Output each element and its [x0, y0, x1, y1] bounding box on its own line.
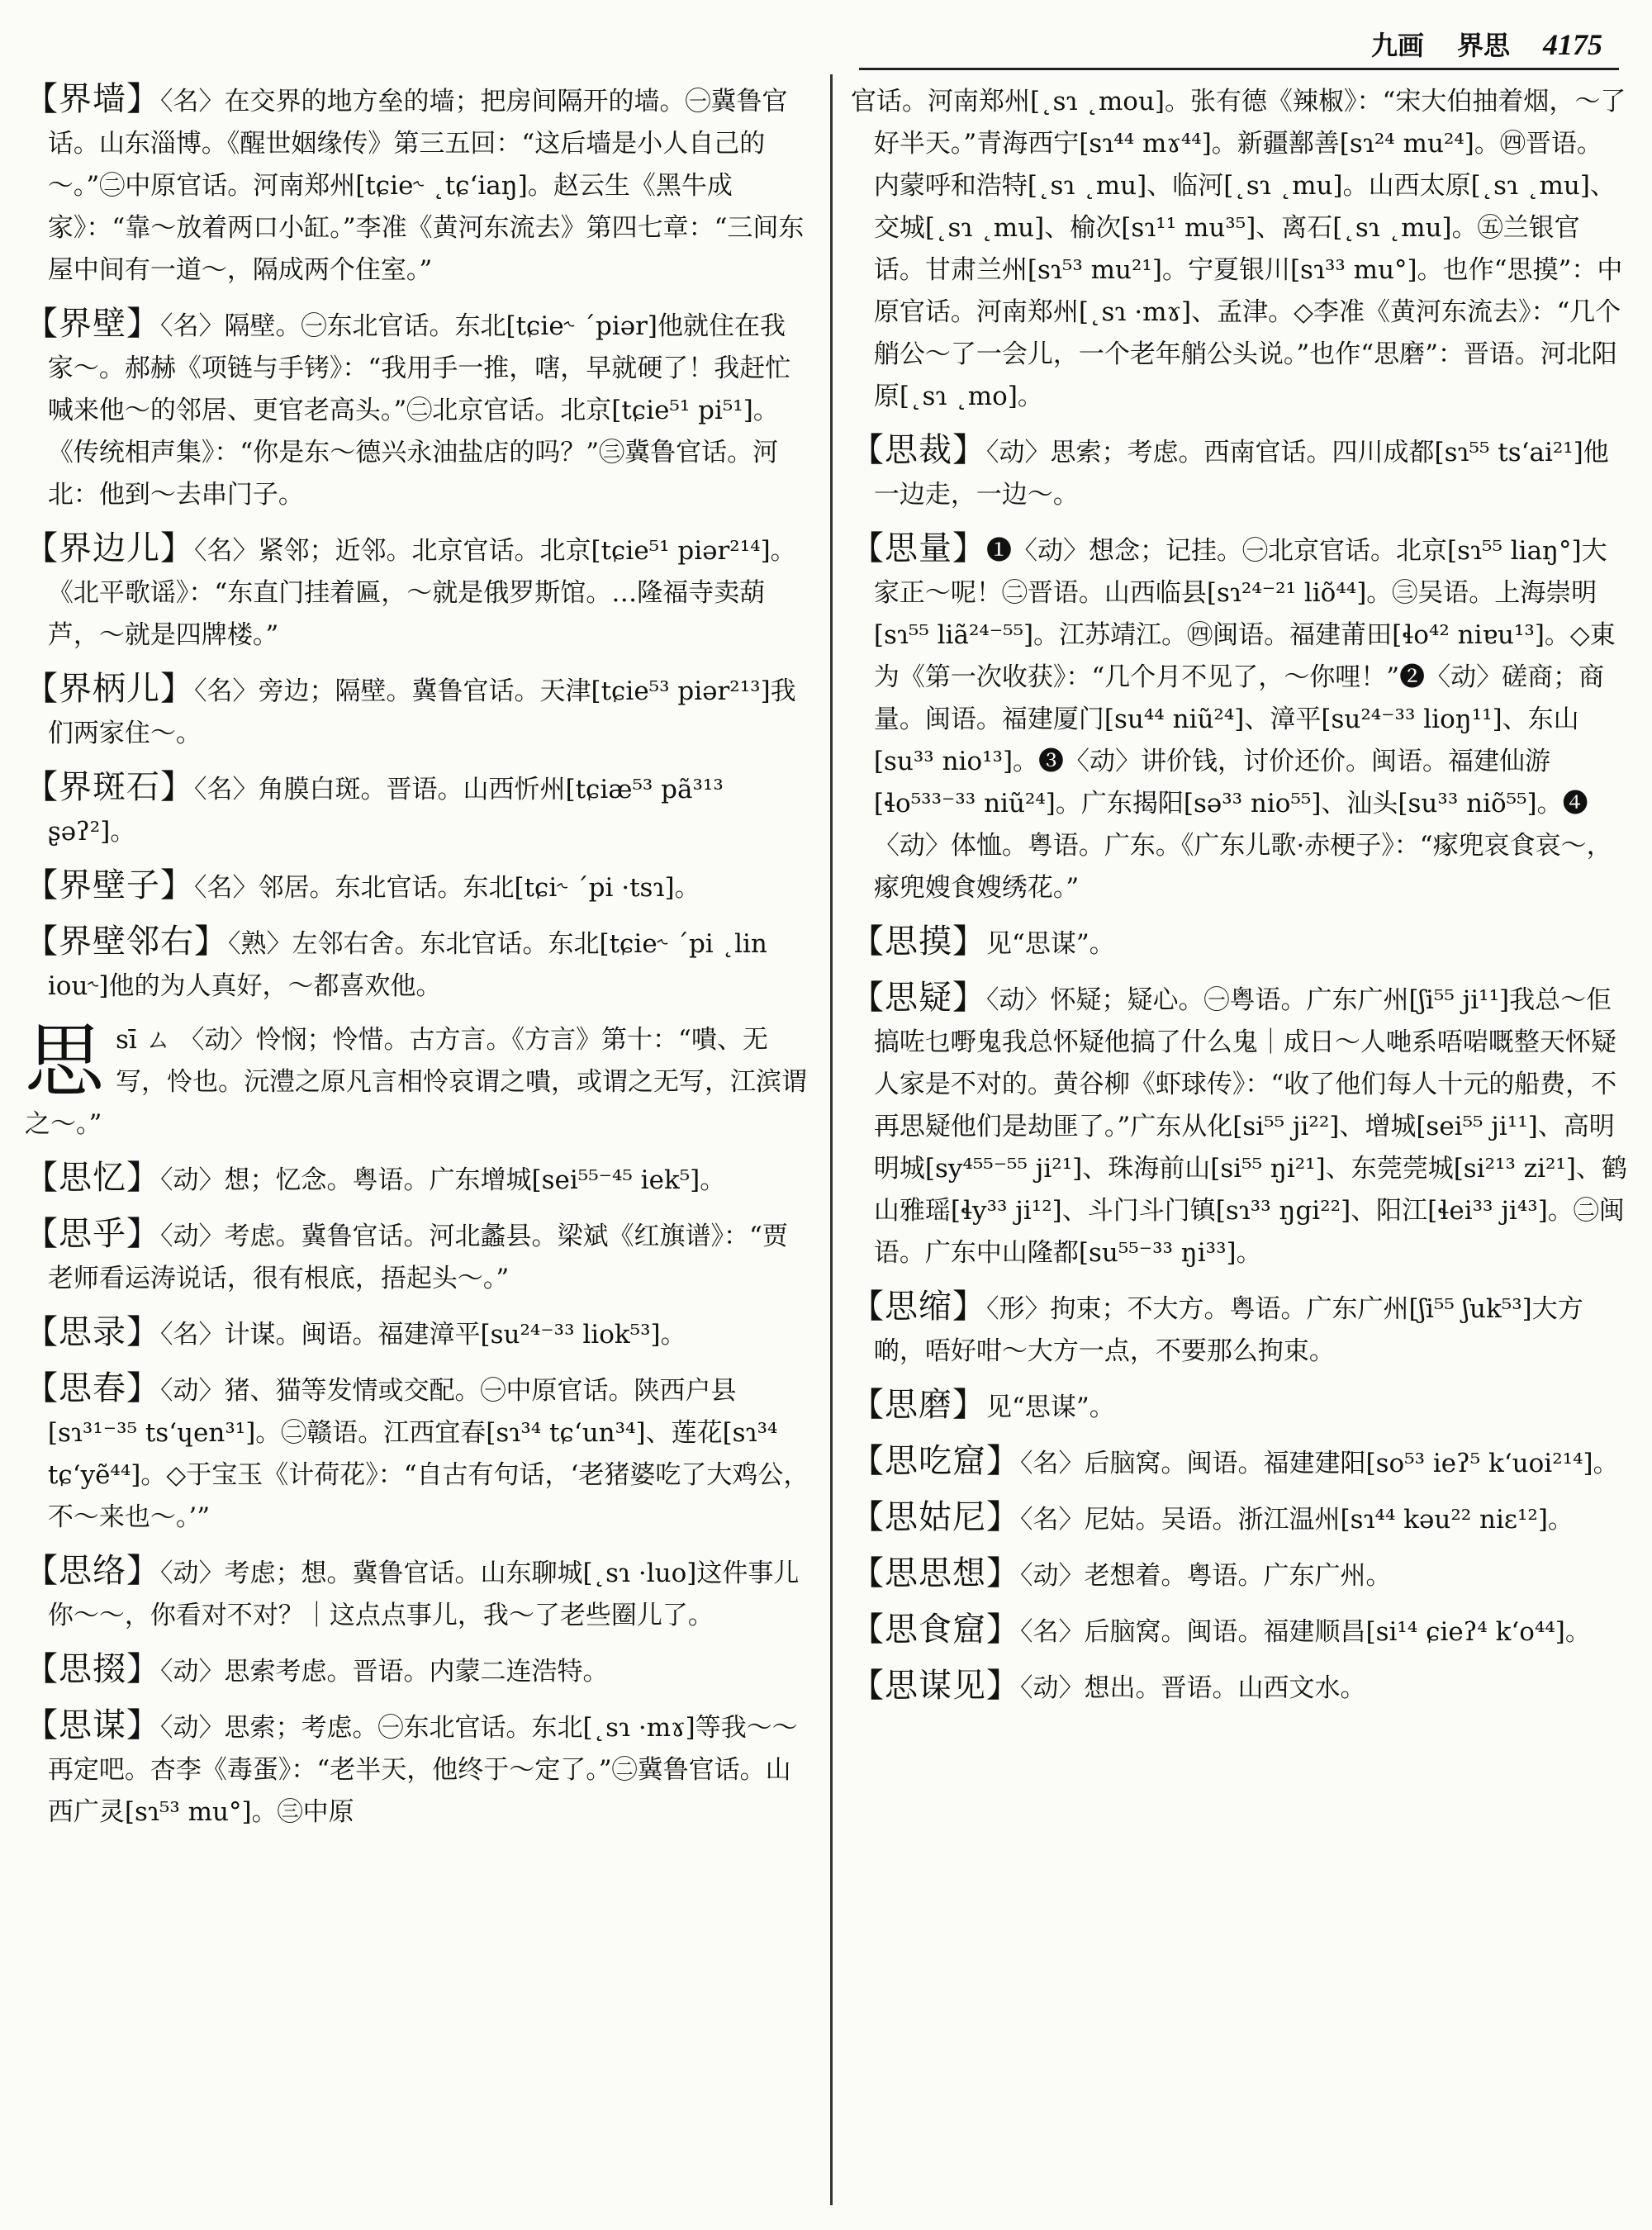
dictionary-entry — [25, 766, 809, 853]
entry-headword: 【思食窟】 — [851, 1611, 1020, 1649]
entry-definition: 见“思谋”。 — [986, 1393, 1115, 1422]
guide-words: 界思 — [1456, 30, 1510, 61]
dictionary-entry — [25, 921, 809, 1008]
dictionary-entry — [25, 1550, 809, 1637]
entry-paragraph — [25, 78, 809, 292]
entry-headword: 【思裁】 — [851, 431, 986, 469]
entry-definition: 〈形〉拘束；不大方。粤语。广东广州[ʃi⁵⁵ ʃuk⁵³]大方啲，唔好咁～大方一点，不要那么拘束。 — [873, 1294, 1583, 1366]
entry-headword: 【思掇】 — [25, 1650, 160, 1688]
entry-definition: 〈名〉在交界的地方垒的墙；把房间隔开的墙。㊀冀鲁官话。山东淄博。《醒世姻缘传》第三五回：“这后墙是小人自己的～。”㊁中原官话。河南郑州[tɕie˞ ˛tɕʻiaŋ]。赵云生《黑牛成家》：“靠～放着两口小缸。”李准《黄河东流去》第四七章：“三间东屋中间有一道～，隔成两个住室。” — [47, 87, 805, 285]
entry-paragraph — [25, 1312, 809, 1356]
header-rule — [859, 68, 1619, 70]
entry-definition: 〈动〉考虑。冀鲁官话。河北蠡县。梁斌《红旗谱》：“贾老师看运涛说话，很有根底，捂起头～。” — [47, 1222, 788, 1293]
dictionary-entry — [851, 1384, 1627, 1429]
dictionary-entry — [25, 1312, 809, 1356]
entry-headword: 【思录】 — [25, 1313, 160, 1351]
entry-headword: 【界墙】 — [25, 80, 160, 118]
entry-headword: 【思吃窟】 — [851, 1442, 1020, 1480]
entry-headword: 【思忆】 — [25, 1159, 160, 1197]
entry-definition: 〈动〉思索考虑。晋语。内蒙二连浩特。 — [160, 1657, 609, 1687]
dictionary-entry — [851, 1440, 1627, 1485]
entry-headword: 【界柄儿】 — [25, 670, 194, 708]
head-character-body: 〈动〉怜悯；怜惜。古方言。《方言》第十：“嘳、无写，怜也。沅澧之原凡言相怜哀谓之嘳，或谓之无写，江滨谓之～。” — [25, 1025, 807, 1139]
entry-paragraph — [851, 528, 1627, 909]
entry-definition: 〈名〉计谋。闽语。福建漳平[su²⁴⁻³³ liok⁵³]。 — [160, 1320, 686, 1350]
entry-headword: 【思谋】 — [25, 1706, 160, 1744]
entry-paragraph — [851, 1665, 1627, 1710]
entry-definition: 〈名〉角膜白斑。晋语。山西忻州[tɕiæ⁵³ pã³¹³ ʂəʔ²]。 — [47, 775, 724, 847]
dictionary-entry — [25, 78, 809, 292]
dictionary-entry — [25, 1705, 809, 1834]
entry-definition: 〈动〉考虑；想。冀鲁官话。山东聊城[˛sɿ ·luo]这件事儿你～～，你看对不对？｜这点点事儿，我～了老些圈儿了。 — [47, 1559, 800, 1630]
entry-definition: 官话。河南郑州[˛sɿ ˛mou]。张有德《辣椒》：“宋大伯抽着烟，～了好半天。”青海西宁[sɿ⁴⁴ mɤ⁴⁴]。新疆鄯善[sɿ²⁴ mu²⁴]。㊃晋语。内蒙呼和浩特[˛sɿ ˛mu]、临河[˛sɿ ˛mu]。山西太原[˛sɿ ˛mu]、交城[˛sɿ ˛mu]、榆次[sɿ¹¹ mu³⁵]、离石[˛sɿ ˛mu]。㊄兰银官话。甘肃兰州[sɿ⁵³ mu²¹]。宁夏银川[sɿ³³ mu°]。也作“思摸”：中原官话。河南郑州[˛sɿ ·mɤ]、孟津。◇李准《黄河东流去》：“几个艄公～了一会儿，一个老年艄公头说。”也作“思磨”：晋语。河北阳原[˛sɿ ˛mo]。 — [851, 87, 1626, 411]
entry-definition: 〈名〉邻居。东北官话。东北[tɕi˞ ˊpi ·tsɿ]。 — [194, 873, 700, 903]
entry-definition: 〈名〉尼姑。吴语。浙江温州[sɿ⁴⁴ kəu²² niɛ¹²]。 — [1020, 1505, 1574, 1535]
dictionary-entry — [25, 1157, 809, 1202]
entry-paragraph — [25, 1157, 809, 1202]
entry-paragraph — [25, 668, 809, 755]
entry-paragraph — [25, 865, 809, 909]
entry-headword: 【思疑】 — [851, 979, 986, 1017]
entry-headword: 【思量】 — [851, 529, 986, 567]
entry-paragraph — [25, 1550, 809, 1637]
dictionary-entry — [851, 1497, 1627, 1541]
entry-paragraph — [25, 528, 809, 657]
dictionary-entry — [25, 303, 809, 516]
entry-definition: 〈动〉思索；考虑。㊀东北官话。东北[˛sɿ ·mɤ]等我～～再定吧。杏李《毒蛋》：“老半天，他终于～定了。”㊁冀鲁官话。山西广灵[sɿ⁵³ mu°]。㊂中原 — [47, 1713, 798, 1827]
entry-paragraph — [25, 1705, 809, 1834]
entry-paragraph — [851, 1440, 1627, 1485]
entry-paragraph — [25, 1649, 809, 1693]
entry-headword: 【思缩】 — [851, 1288, 986, 1326]
entry-paragraph — [851, 429, 1627, 516]
dictionary-entry — [25, 668, 809, 755]
entry-paragraph — [851, 1609, 1627, 1654]
entry-definition: ❶〈动〉想念；记挂。㊀北京官话。北京[sɿ⁵⁵ liaŋ°]大家正～呢！㊁晋语。山西临县[sɿ²⁴⁻²¹ liõ⁴⁴]。㊂吴语。上海崇明[sɿ⁵⁵ liã²⁴⁻⁵⁵]。江苏靖江。㊃闽语。福建莆田[ɬo⁴² niɐu¹³]。◇東为《第一次收获》：“几个月不见了，～你哩！”❷〈动〉磋商；商量。闽语。福建厦门[su⁴⁴ niũ²⁴]、漳平[su²⁴⁻³³ lioŋ¹¹]、东山[su³³ nio¹³]。❸〈动〉讲价钱，讨价还价。闽语。福建仙游[ɬo⁵³³⁻³³ niũ²⁴]。广东揭阳[sə³³ nio⁵⁵]、汕头[su³³ niõ⁵⁵]。❹〈动〉体恤。粤语。广东。《广东儿歌·赤梗子》：“瘃兜哀食哀～，瘃兜嫂食嫂绣花。” — [873, 536, 1616, 903]
entry-headword: 【思乎】 — [25, 1215, 160, 1253]
entry-definition: 〈动〉猪、猫等发情或交配。㊀中原官话。陕西户县[sɿ³¹⁻³⁵ tsʻɥen³¹]。㊁赣语。江西宜春[sɿ³⁴ tɕʻun³⁴]、莲花[sɿ³⁴ tɕʻyẽ⁴⁴]。◇于宝玉《计荷花》：“自古有句话，‘老猪婆吃了大鸡公，不～来也～。’” — [47, 1376, 809, 1532]
dictionary-entry — [25, 528, 809, 657]
dictionary-entry — [851, 977, 1627, 1274]
entry-paragraph — [851, 78, 1627, 418]
entry-headword: 【界边儿】 — [25, 529, 194, 567]
dictionary-entry — [25, 865, 809, 909]
page-number: 4175 — [1543, 28, 1602, 61]
entry-definition: 〈动〉怀疑；疑心。㊀粤语。广东广州[ʃi⁵⁵ ji¹¹]我总～佢搞咗乜嘢鬼我总怀疑他搞了什么鬼｜成日～人哋系唔啱嘅整天怀疑人家是不对的。黄谷柳《虾球传》：“收了他们每人十元的船费，不再思疑他们是劫匪了。”广东从化[si⁵⁵ ji²²]、增城[sei⁵⁵ ji¹¹]、高明明城[sy⁴⁵⁵⁻⁵⁵ ji²¹]、珠海前山[si⁵⁵ ŋi²¹]、东莞莞城[si²¹³ zi²¹]、鹤山雅瑶[ɬy³³ ji¹²]、斗门斗门镇[sɿ³³ ŋgi²²]、阳江[ɬei³³ ji⁴³]。㊁闽语。广东中山隆都[su⁵⁵⁻³³ ŋi³³]。 — [873, 985, 1627, 1268]
entry-headword: 【思春】 — [25, 1369, 160, 1407]
entry-definition: 〈动〉想出。晋语。山西文水。 — [1020, 1673, 1366, 1703]
entry-headword: 【界壁】 — [25, 305, 160, 343]
entry-definition: 〈动〉思索；考虑。西南官话。四川成都[sɿ⁵⁵ tsʻai²¹]他一边走，一边～。 — [873, 438, 1609, 510]
entry-paragraph — [25, 921, 809, 1008]
entry-paragraph — [851, 977, 1627, 1274]
entry-headword: 【界斑石】 — [25, 768, 194, 806]
dictionary-entry — [851, 528, 1627, 909]
entry-definition: 见“思谋”。 — [986, 929, 1115, 959]
entry-definition: 〈名〉后脑窝。闽语。福建建阳[so⁵³ ieʔ⁵ kʻuoi²¹⁴]。 — [1020, 1449, 1619, 1478]
entry-definition: 〈动〉想；忆念。粤语。广东增城[sei⁵⁵⁻⁴⁵ iek⁵]。 — [160, 1165, 726, 1195]
entry-headword: 【思磨】 — [851, 1386, 986, 1424]
column-divider — [830, 74, 833, 2205]
dictionary-entry — [851, 1665, 1627, 1710]
head-character-definition — [25, 1015, 809, 1146]
entry-definition: 〈名〉隔壁。㊀东北官话。东北[tɕie˞ ˊpiər]他就住在我家～。郝赫《项链与手铐》：“我用手一推，嗐，早就硬了！我赶忙喊来他～的邻居、更官老高头。”㊁北京官话。北京[tɕie⁵¹ pi⁵¹]。《传统相声集》：“你是东～德兴永油盐店的吗？”㊂冀鲁官话。河北：他到～去串门子。 — [47, 311, 791, 510]
entry-definition: 〈名〉后脑窝。闽语。福建顺昌[si¹⁴ ɕieʔ⁴ kʻo⁴⁴]。 — [1020, 1617, 1591, 1647]
dictionary-entry — [25, 1649, 809, 1693]
entry-headword: 【思谋见】 — [851, 1667, 1020, 1705]
entry-paragraph — [851, 921, 1627, 966]
head-character: 思 — [25, 1015, 104, 1108]
entry-headword: 【思思想】 — [851, 1554, 1020, 1592]
entry-paragraph — [25, 303, 809, 516]
head-character-entry — [25, 1015, 809, 1146]
entry-paragraph — [851, 1553, 1627, 1597]
running-head — [1156, 25, 1602, 66]
entry-definition: 〈动〉老想着。粤语。广东广州。 — [1020, 1561, 1392, 1591]
entry-paragraph — [851, 1286, 1627, 1373]
entry-headword: 【思姑尼】 — [851, 1498, 1020, 1536]
entry-headword: 【思摸】 — [851, 923, 986, 961]
dictionary-entry — [851, 78, 1627, 418]
entry-paragraph — [25, 766, 809, 853]
dictionary-entry — [851, 429, 1627, 516]
entry-paragraph — [25, 1368, 809, 1539]
entry-headword: 【界壁邻右】 — [25, 923, 228, 961]
section-label: 九画 — [1370, 30, 1424, 61]
dictionary-entry — [851, 1553, 1627, 1597]
right-column — [851, 78, 1627, 2213]
dictionary-entry — [851, 1609, 1627, 1654]
head-character-reading: sī ㄙ — [116, 1025, 171, 1055]
entry-headword: 【思络】 — [25, 1552, 160, 1590]
dictionary-entry — [25, 1368, 809, 1539]
left-column — [25, 78, 809, 2213]
entry-paragraph — [25, 1213, 809, 1300]
dictionary-entry — [25, 1213, 809, 1300]
entry-definition: 〈名〉旁边；隔壁。冀鲁官话。天津[tɕie⁵³ piər²¹³]我们两家住～。 — [47, 676, 796, 748]
dictionary-entry — [851, 1286, 1627, 1373]
dictionary-entry — [851, 921, 1627, 966]
entry-headword: 【界壁子】 — [25, 866, 194, 904]
entry-definition: 〈名〉紧邻；近邻。北京官话。北京[tɕie⁵¹ piər²¹⁴]。《北平歌谣》：“东直门挂着匾，～就是俄罗斯馆。…隆福寺卖葫芦，～就是四牌楼。” — [47, 536, 796, 650]
entry-definition: 〈熟〉左邻右舍。东北官话。东北[tɕie˞ ˊpi ˛lin iou˞]他的为人真好，～都喜欢他。 — [47, 929, 767, 1001]
entry-paragraph — [851, 1497, 1627, 1541]
entry-paragraph — [851, 1384, 1627, 1429]
